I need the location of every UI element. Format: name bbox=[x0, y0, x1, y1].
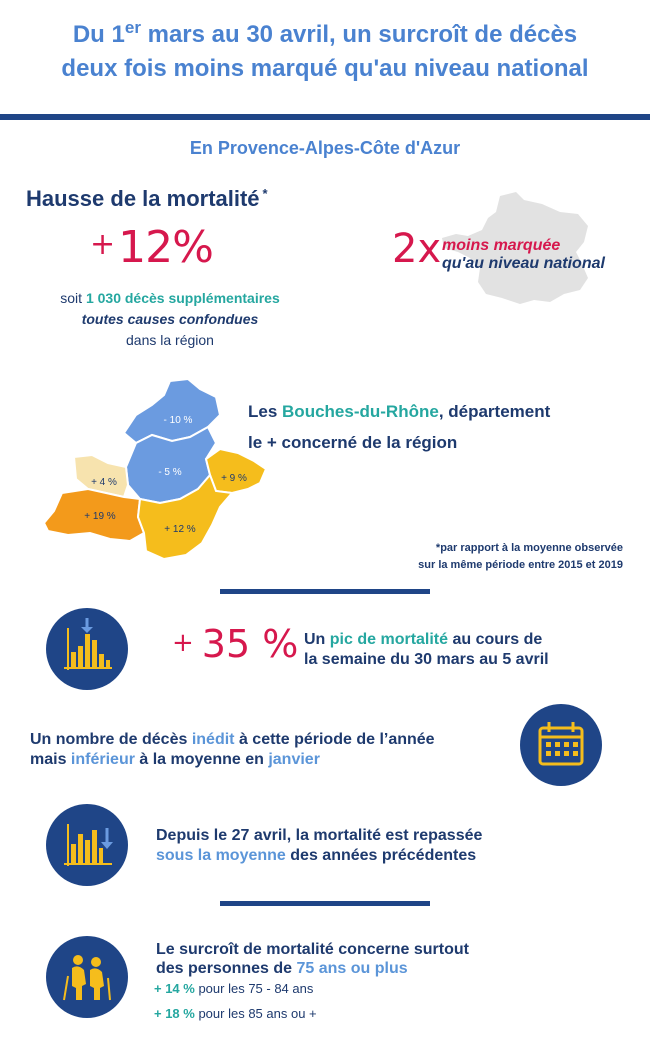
footnote: *par rapport à la moyenne observée sur la même période entre 2015 et 2019 bbox=[418, 542, 623, 571]
map-label-hautes-alpes: - 10 % bbox=[163, 415, 193, 426]
calendar-icon bbox=[520, 704, 602, 786]
mortality-heading: Hausse de la mortalité * bbox=[26, 186, 268, 211]
page-title: Du 1er mars au 30 avril, un surcroît de décès deux fois moins marqué qu'au niveau national bbox=[61, 18, 589, 82]
elderly-couple-icon bbox=[46, 936, 128, 1018]
region-subtitle: En Provence-Alpes-Côte d'Azur bbox=[189, 138, 461, 158]
map-label-alpes-haute-provence: - 5 % bbox=[158, 467, 182, 478]
section-divider-2 bbox=[220, 901, 430, 906]
map-label-alpes-maritimes: + 9 % bbox=[221, 473, 247, 484]
map-label-bouches-du-rhone: + 19 % bbox=[84, 511, 116, 522]
mortality-increase: +12% bbox=[90, 222, 213, 273]
since-text: Depuis le 27 avril, la mortalité est repassée sous la moyenne des années précédentes bbox=[156, 827, 483, 864]
section-divider bbox=[220, 589, 430, 594]
peak-increase: + 35 % bbox=[172, 622, 299, 666]
elderly-breakdown: + 14 % pour les 75 - 84 ans + 18 % pour les 85 ans ou + bbox=[154, 981, 317, 1021]
map-label-vaucluse: + 4 % bbox=[91, 477, 117, 488]
bar-chart-decline-icon bbox=[46, 804, 128, 886]
elderly-text: Le surcroît de mortalité concerne surtout des personnes de 75 ans ou plus bbox=[156, 941, 469, 977]
map-label-var: + 12 % bbox=[164, 524, 196, 535]
header-divider bbox=[0, 114, 650, 120]
bouches-du-rhone-text: Les Bouches-du-Rhône, département le + concerné de la région bbox=[248, 402, 551, 452]
national-less: moins marquée bbox=[442, 237, 561, 254]
bar-chart-peak-icon bbox=[46, 608, 128, 690]
mortality-details: soit 1 030 décès supplémentaires toutes causes confondues dans la région bbox=[60, 290, 280, 348]
national-factor: 2x bbox=[392, 226, 442, 272]
unprecedented-text: Un nombre de décès inédit à cette période de l’année mais inférieur à la moyenne en janvier bbox=[30, 731, 435, 768]
national-level: qu'au niveau national bbox=[442, 255, 605, 272]
peak-text: Un pic de mortalité au cours de la semaine du 30 mars au 5 avril bbox=[304, 631, 549, 668]
region-map bbox=[40, 375, 275, 570]
